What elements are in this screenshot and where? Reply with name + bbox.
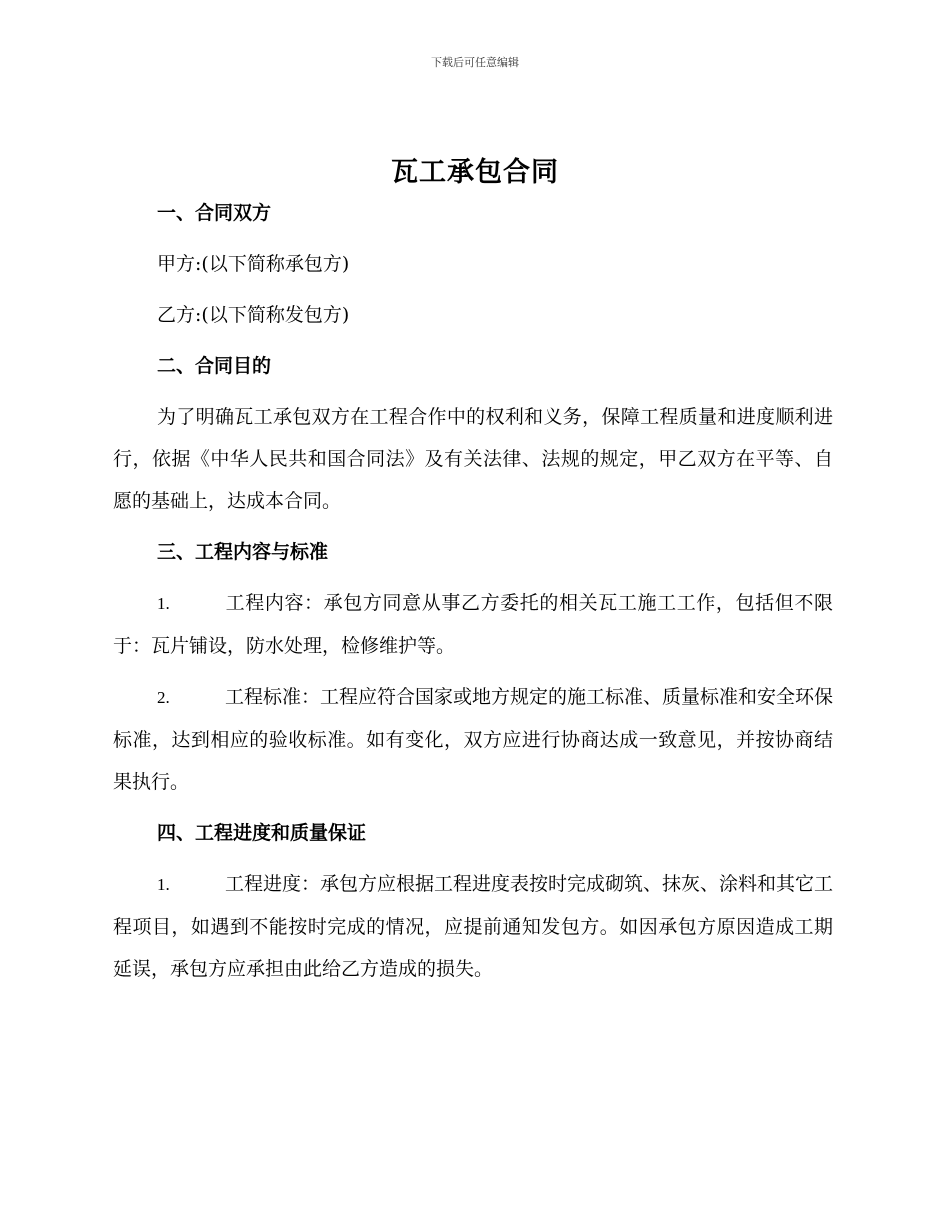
- clause-text: 工程内容：承包方同意从事乙方委托的相关瓦工施工工作，包括但不限于：瓦片铺设，防水处理，检修维护等。: [113, 592, 833, 657]
- party-b-line: 乙方:(以下简称发包方): [157, 304, 350, 326]
- clause-item: [113, 863, 833, 990]
- clause-number: 1.: [157, 875, 170, 894]
- document-body: [113, 192, 833, 999]
- clause-item: [113, 676, 833, 803]
- party-a-line: 甲方:(以下简称承包方): [157, 253, 350, 275]
- section-heading-progress-quality: 四、工程进度和质量保证: [157, 822, 367, 844]
- clause-text: 工程进度：承包方应根据工程进度表按时完成砌筑、抹灰、涂料和其它工程项目，如遇到不能按时完成的情况，应提前通知发包方。如因承包方原因造成工期延误，承包方应承担由此给乙方造成的损失。: [113, 873, 834, 980]
- clause-number: 1.: [157, 594, 170, 613]
- section-heading-parties: 一、合同双方: [157, 202, 272, 224]
- clause-text: 工程标准：工程应符合国家或地方规定的施工标准、质量标准和安全环保标准，达到相应的验收标准。如有变化，双方应进行协商达成一致意见，并按协商结果执行。: [113, 686, 834, 793]
- clause-item: [113, 582, 833, 667]
- section-heading-purpose: 二、合同目的: [157, 355, 272, 377]
- section-heading-content-standards: 三、工程内容与标准: [157, 541, 329, 563]
- header-note: 下载后可任意编辑: [431, 56, 519, 69]
- document-title: 瓦工承包合同: [391, 157, 559, 188]
- clause-number: 2.: [157, 688, 170, 707]
- purpose-paragraph: 为了明确瓦工承包双方在工程合作中的权利和义务，保障工程质量和进度顺利进行，依据《中华人民共和国合同法》及有关法律、法规的规定，甲乙双方在平等、自愿的基础上，达成本合同。: [113, 406, 833, 512]
